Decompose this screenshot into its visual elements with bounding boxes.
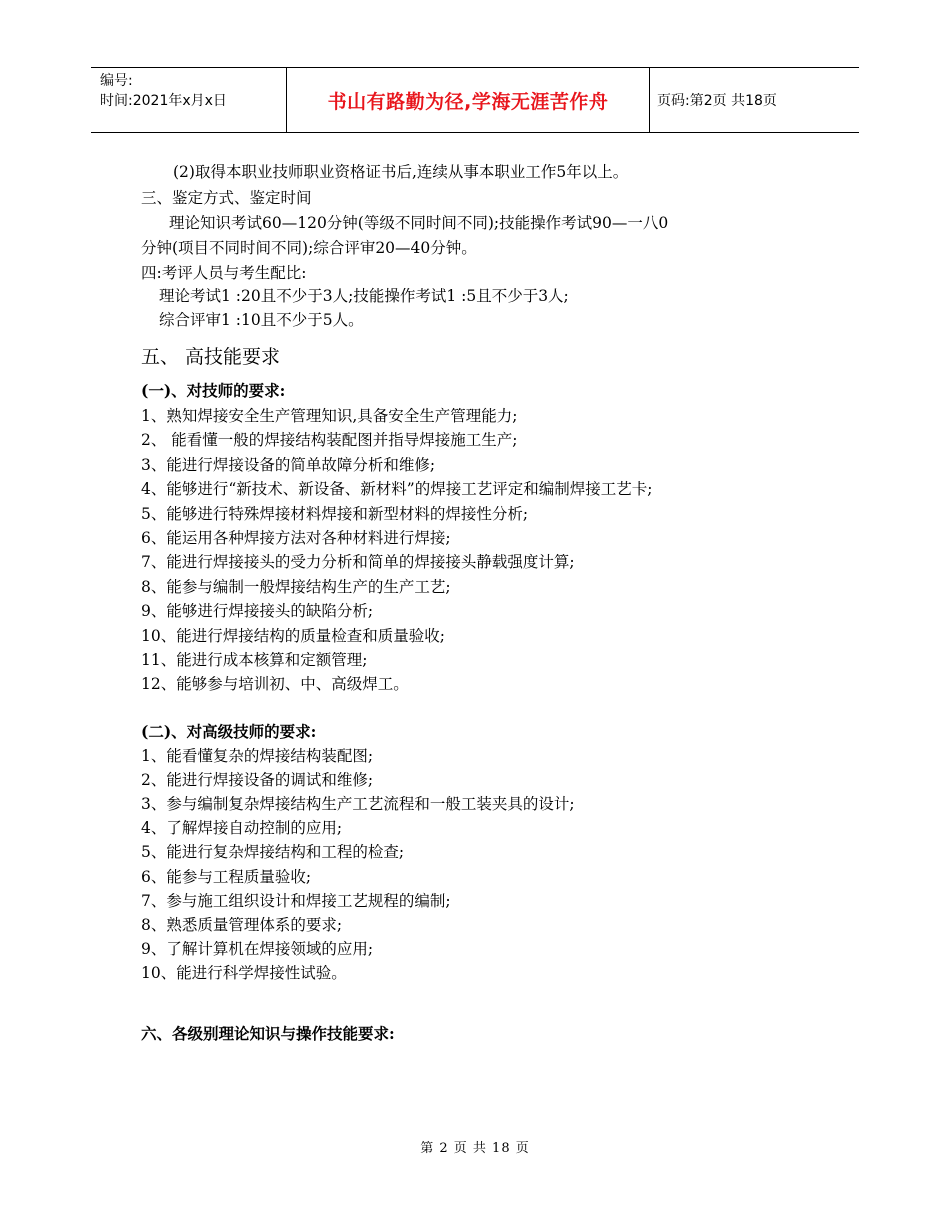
header-motto-cell — [286, 68, 650, 132]
section-3-line-2: 分钟(项目不同时间不同);综合评审20—40分钟。 — [141, 239, 477, 257]
section-6-title: 六、各级别理论知识与操作技能要求: — [141, 1024, 395, 1043]
list-item: 2、能进行焊接设备的调试和维修; — [141, 771, 374, 790]
list-item: 9、能够进行焊接接头的缺陷分析; — [141, 602, 374, 621]
header-page-info: 页码:第2页 共18页 — [657, 93, 777, 109]
list-item: 6、能参与工程质量验收; — [141, 867, 312, 886]
list-item: 1、能看懂复杂的焊接结构装配图; — [141, 747, 374, 765]
list-item: 9、了解计算机在焊接领域的应用; — [141, 939, 374, 958]
section-4-line-1: 理论考试1 :20且不少于3人;技能操作考试1 :5且不少于3人; — [159, 287, 569, 305]
section-4-title: 四:考评人员与考生配比: — [141, 264, 307, 282]
section-3-title: 三、鉴定方式、鉴定时间 — [141, 189, 312, 207]
part-1-title: (一)、对技师的要求: — [141, 381, 286, 400]
list-item: 11、能进行成本核算和定额管理; — [141, 651, 368, 669]
motto-text: 书山有路勤为径,学海无涯苦作舟 — [327, 90, 609, 113]
list-item: 7、能进行焊接接头的受力分析和简单的焊接接头静载强度计算; — [141, 553, 575, 572]
list-item: 4、能够进行“新技术、新设备、新材料”的焊接工艺评定和编制焊接工艺卡; — [141, 480, 653, 499]
list-item: 12、能够参与培训初、中、高级焊工。 — [141, 675, 409, 694]
time-label: 时间:2021年x月x日 — [100, 93, 227, 109]
list-item: 1、熟知焊接安全生产管理知识,具备安全生产管理能力; — [141, 407, 518, 425]
number-label: 编号: — [100, 73, 133, 89]
list-item: 5、能进行复杂焊接结构和工程的检查; — [141, 843, 405, 862]
part-2-title: (二)、对高级技师的要求: — [141, 722, 317, 741]
list-item: 4、了解焊接自动控制的应用; — [141, 819, 343, 838]
header-page-cell — [649, 68, 859, 132]
section-3-line-1: 理论知识考试60—120分钟(等级不同时间不同);技能操作考试90—一八0 — [169, 214, 669, 232]
requirement-2: (2)取得本职业技师职业资格证书后,连续从事本职业工作5年以上。 — [173, 163, 629, 181]
page-header — [91, 67, 859, 133]
section-4-line-2: 综合评审1 :10且不少于5人。 — [159, 311, 364, 329]
section-5-title: 五、 高技能要求 — [141, 346, 281, 368]
list-item: 5、能够进行特殊焊接材料焊接和新型材料的焊接性分析; — [141, 504, 529, 523]
header-meta-cell — [91, 68, 286, 132]
list-item: 8、能参与编制一般焊接结构生产的生产工艺; — [141, 577, 451, 596]
list-item: 10、能进行科学焊接性试验。 — [141, 963, 347, 982]
list-item: 6、能运用各种焊接方法对各种材料进行焊接; — [141, 529, 451, 547]
list-item: 3、参与编制复杂焊接结构生产工艺流程和一般工装夹具的设计; — [141, 795, 575, 814]
list-item: 3、能进行焊接设备的简单故障分析和维修; — [141, 455, 436, 474]
list-item: 2、 能看懂一般的焊接结构装配图并指导焊接施工生产; — [141, 431, 518, 450]
list-item: 7、参与施工组织设计和焊接工艺规程的编制; — [141, 891, 451, 910]
list-item: 8、熟悉质量管理体系的要求; — [141, 915, 343, 934]
page-footer: 第 2 页 共 18 页 — [420, 1141, 530, 1156]
list-item: 10、能进行焊接结构的质量检查和质量验收; — [141, 626, 445, 645]
